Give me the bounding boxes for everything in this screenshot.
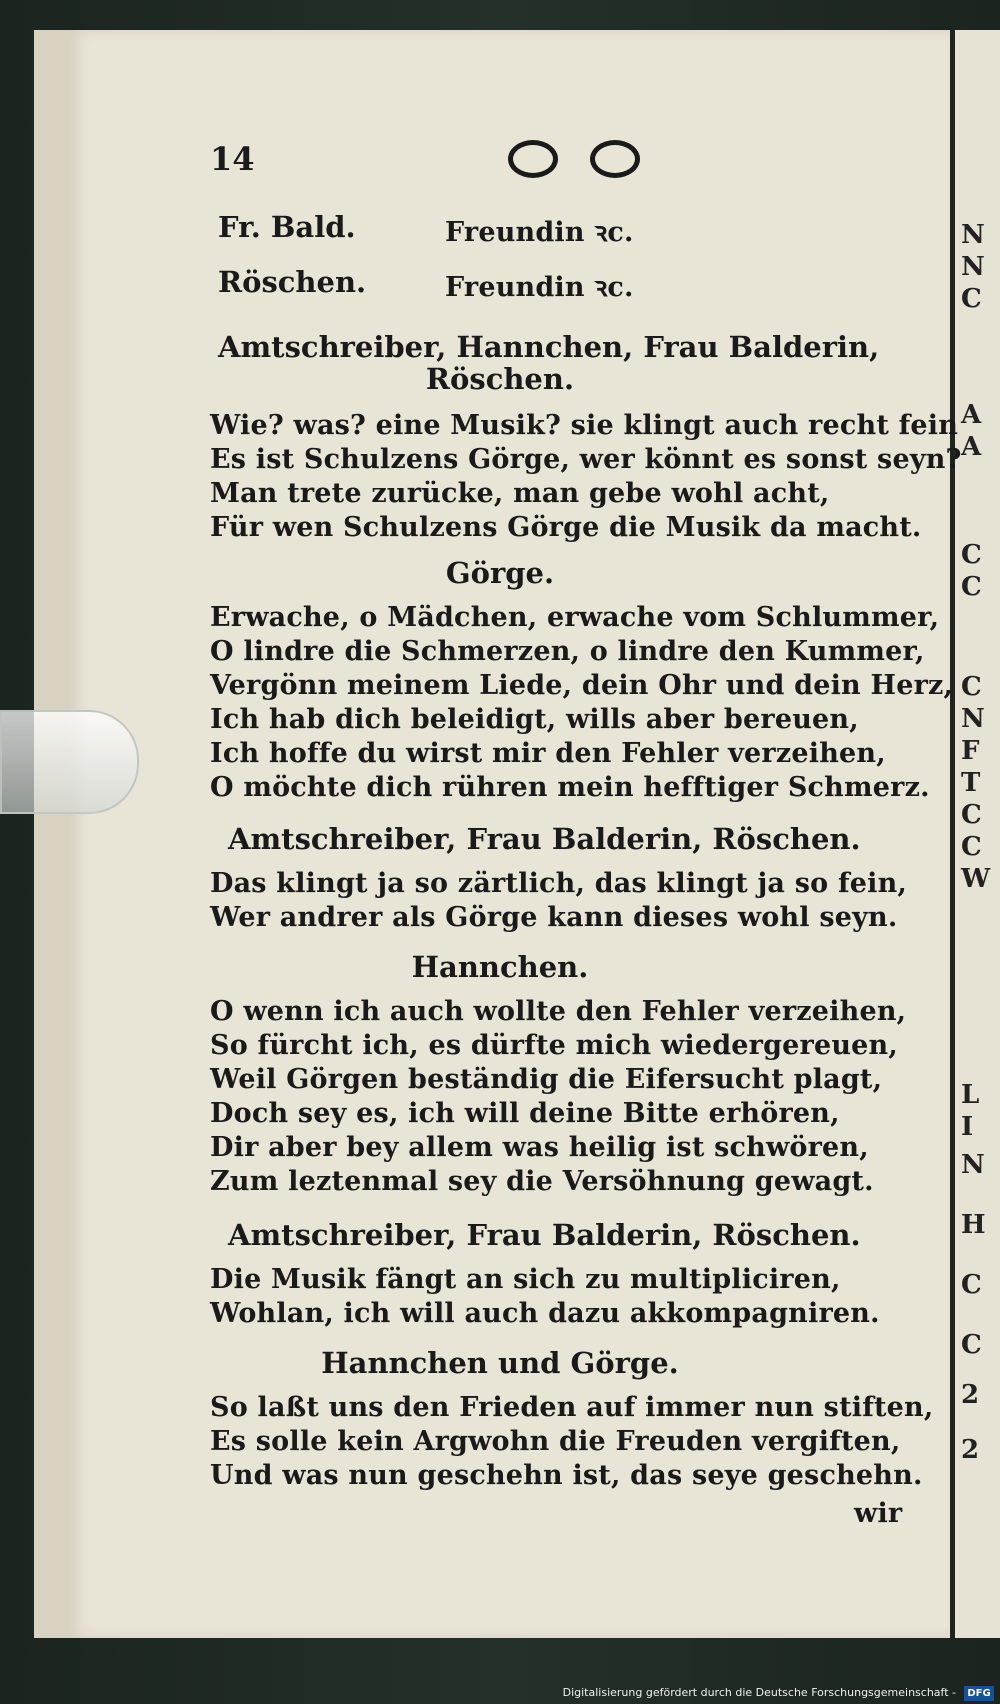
next-page-fragment: C [961,1330,982,1360]
next-page-fragment: C [961,672,982,702]
next-page-fragment: A [961,400,982,430]
verse-line: O wenn ich auch wollte den Fehler verzeihen, [210,996,907,1027]
page-number: 14 [210,140,255,178]
verse-line: Dir aber bey allem was heilig ist schwören, [210,1132,869,1163]
next-page-fragment: C [961,832,982,862]
verse-line: So fürcht ich, es dürfte mich wiedergereuen, [210,1030,898,1061]
verse-line: Weil Görgen beständig die Eifersucht plagt, [210,1064,883,1095]
ornament-ring-right [590,140,640,178]
next-page-fragment: C [961,540,982,570]
page-clip [0,710,139,814]
speaker-heading: Amtschreiber, Hannchen, Frau Balderin, [218,330,880,364]
next-page-fragment: F [961,736,980,766]
next-page-fragment: L [961,1080,980,1110]
verse-line: Wer andrer als Görge kann dieses wohl seyn. [210,902,898,933]
next-page-fragment: C [961,572,982,602]
speaker-heading: Röschen. [425,362,575,396]
ornament-ring-left [508,140,558,178]
next-page-fragment: N [961,1150,985,1180]
verse-line: Ich hoffe du wirst mir den Fehler verzeihen, [210,738,886,769]
verse-line: Wohlan, ich will auch dazu akkompagniren. [210,1298,880,1329]
verse-line: O möchte dich rühren mein hefftiger Schmerz. [210,772,930,803]
verse-line: Zum leztenmal sey die Versöhnung gewagt. [210,1166,874,1197]
verse-line: Die Musik fängt an sich zu multipliciren, [210,1264,841,1295]
verse-line: Es ist Schulzens Görge, wer könnt es sonst seyn? [210,444,962,475]
page-edge [34,30,72,1638]
dfg-logo: DFG [964,1686,994,1701]
next-page-fragment: W [961,864,991,894]
next-page-fragment: C [961,1270,982,1300]
speaker-heading: Amtschreiber, Frau Balderin, Röschen. [228,822,861,856]
speaker-heading: Görge. [445,556,555,590]
speaker-label: Röschen. [218,265,367,299]
verse-line: Es solle kein Argwohn die Freuden vergiften, [210,1426,901,1457]
next-page-fragment: N [961,704,985,734]
speaker-heading: Amtschreiber, Frau Balderin, Röschen. [228,1218,861,1252]
next-page-fragment: H [961,1210,986,1240]
next-page-fragment: N [961,220,985,250]
verse-line: Erwache, o Mädchen, erwache vom Schlummer, [210,602,940,633]
speaker-label: Fr. Bald. [218,210,356,244]
verse-line: Wie? was? eine Musik? sie klingt auch recht fein [210,410,959,441]
next-page-fragment: I [961,1112,974,1142]
next-page-fragment: N [961,252,985,282]
next-page-strip [955,30,1000,1638]
speaker-heading: Hannchen und Görge. [321,1346,679,1380]
verse-line: Und was nun geschehn ist, das seye geschehn. [210,1460,923,1491]
dialogue-line: Freundin ꝛc. [445,217,634,248]
verse-line: So laßt uns den Frieden auf immer nun stiften, [210,1392,934,1423]
next-page-fragment: C [961,284,982,314]
next-page-fragment: A [961,432,982,462]
verse-line: Ich hab dich beleidigt, wills aber bereuen, [210,704,859,735]
verse-line: Man trete zurücke, man gebe wohl acht, [210,478,830,509]
next-page-fragment: T [961,768,981,798]
catchword: wir [854,1498,903,1529]
verse-line: Doch sey es, ich will deine Bitte erhören, [210,1098,840,1129]
digitization-footer [0,1684,1000,1704]
dialogue-line: Freundin ꝛc. [445,272,634,303]
verse-line: Vergönn meinem Liede, dein Ohr und dein Herz, [210,670,954,701]
speaker-heading: Hannchen. [411,950,589,984]
next-page-fragment: C [961,800,982,830]
verse-line: Das klingt ja so zärtlich, das klingt ja so fein, [210,868,908,899]
next-page-fragment: 2 [961,1380,980,1410]
verse-line: O lindre die Schmerzen, o lindre den Kummer, [210,636,925,667]
footer-credit: Digitalisierung gefördert durch die Deutsche Forschungsgemeinschaft - [562,1686,956,1699]
verse-line: Für wen Schulzens Görge die Musik da macht. [210,512,922,543]
next-page-fragment: 2 [961,1435,980,1465]
